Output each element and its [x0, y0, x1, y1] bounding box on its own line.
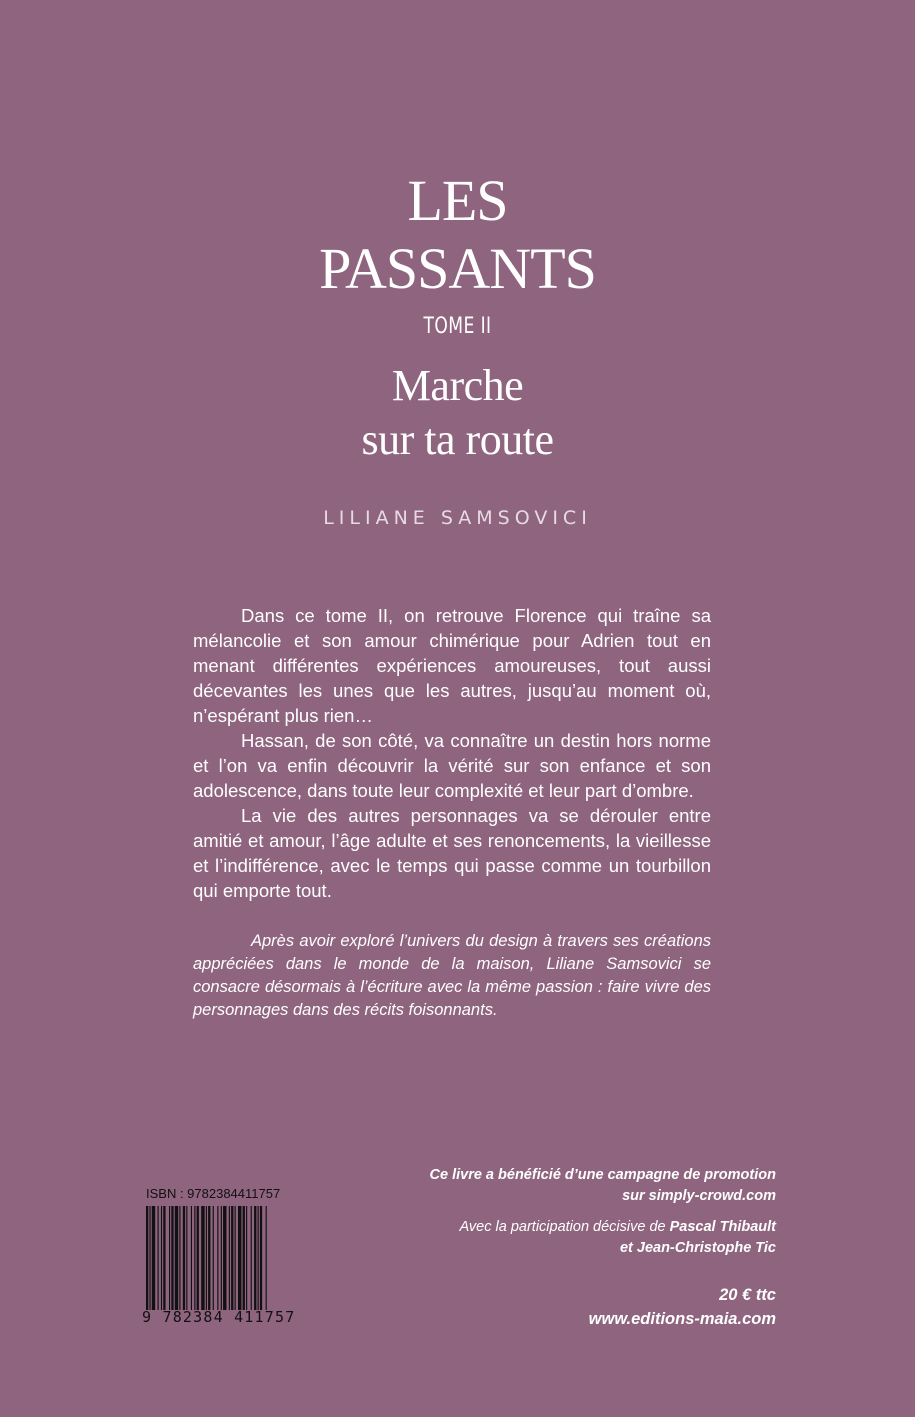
barcode-bar [152, 1206, 155, 1310]
barcode-bar [171, 1206, 173, 1310]
price: 20 € ttc [719, 1286, 776, 1304]
summary-paragraph: Dans ce tome II, on retrouve Florence qui traîne sa mélancolie et son amour chimérique pour Adrien tout en menant différentes expériences amoureuses, tout aussi décevantes les unes que les autres, jusqu’au moment où, n’espérant plus rien… [193, 605, 711, 726]
barcode-bar [217, 1206, 218, 1310]
barcode-bar [243, 1206, 245, 1310]
barcode-bars [146, 1206, 298, 1310]
barcode-bar [254, 1206, 256, 1310]
promotion-credit [356, 1165, 776, 1207]
barcode-bar [169, 1206, 170, 1310]
barcode-bar [246, 1206, 247, 1310]
barcode-bar [186, 1206, 187, 1310]
book-subtitle-line-1: Marche [391, 361, 524, 410]
participation-line-2 [356, 1238, 776, 1259]
barcode-digits: 9 782384 411757 [142, 1308, 296, 1326]
barcode-bar [231, 1206, 233, 1310]
promotion-line-1: Ce livre a bénéficié d’une campagne de promotion [429, 1167, 776, 1183]
participation-prefix: Avec la participation décisive de [459, 1219, 666, 1235]
participation-name-1: Pascal Thibault [669, 1219, 776, 1235]
summary-paragraph: Hassan, de son côté, va connaître un destin hors norme et l’on va enfin découvrir la vérité sur son enfance et son adolescence, dans toute leur complexité et leur part d’ombre. [193, 730, 711, 801]
book-title-line-1: LES [407, 168, 508, 233]
participation-credit [356, 1217, 776, 1259]
participation-line-1 [356, 1217, 776, 1238]
isbn-label: ISBN : 9782384411757 [146, 1186, 281, 1201]
barcode-bar [161, 1206, 162, 1310]
barcode-bar [251, 1206, 252, 1310]
barcode-bar [221, 1206, 222, 1310]
author-bio: Après avoir exploré l’univers du design à travers ses créations appréciées dans le monde de la maison, Liliane Samsovici se consacre désormais à l’écriture avec la même passion : faire vivre des personnages dans des récits foisonnants. [193, 932, 711, 1019]
barcode-bar [260, 1206, 262, 1310]
barcode-bar [213, 1206, 214, 1310]
barcode-bar [229, 1206, 230, 1310]
summary-paragraph: La vie des autres personnages va se dérouler entre amitié et amour, l’âge adulte et ses renoncements, la vieillesse et l’indifférence, avec le temps qui passe comme un tourbillon qui emporte tout. [193, 805, 711, 901]
barcode-bar [238, 1206, 241, 1310]
publisher-website: www.editions-maia.com [588, 1310, 776, 1328]
barcode-bar [163, 1206, 165, 1310]
book-title-line-2: PASSANTS [319, 236, 596, 301]
book-summary [193, 603, 711, 903]
barcode-bar [146, 1206, 148, 1310]
barcode-bar [158, 1206, 159, 1310]
author-name: LILIANE SAMSOVICI [323, 507, 592, 529]
barcode-bar [179, 1206, 180, 1310]
book-subtitle-line-2: sur ta route [361, 415, 554, 464]
barcode-bar [206, 1206, 207, 1310]
barcode-bar [175, 1206, 178, 1310]
barcode-bar [194, 1206, 195, 1310]
barcode-bar [235, 1206, 236, 1310]
barcode-bar [258, 1206, 259, 1310]
barcode-bar [149, 1206, 150, 1310]
price-and-website [356, 1283, 776, 1331]
isbn-barcode [142, 1186, 302, 1332]
barcode-bar [183, 1206, 185, 1310]
barcode-bar [197, 1206, 199, 1310]
barcode-bar [208, 1206, 210, 1310]
participation-name-2: et Jean-Christophe Tic [619, 1240, 776, 1256]
barcode-bar [191, 1206, 192, 1310]
promotion-line-2: sur simply-crowd.com [622, 1188, 776, 1204]
volume-label: TOME II [423, 314, 492, 339]
barcode-bar [223, 1206, 226, 1310]
barcode-bar [201, 1206, 204, 1310]
barcode-bar [266, 1206, 267, 1310]
